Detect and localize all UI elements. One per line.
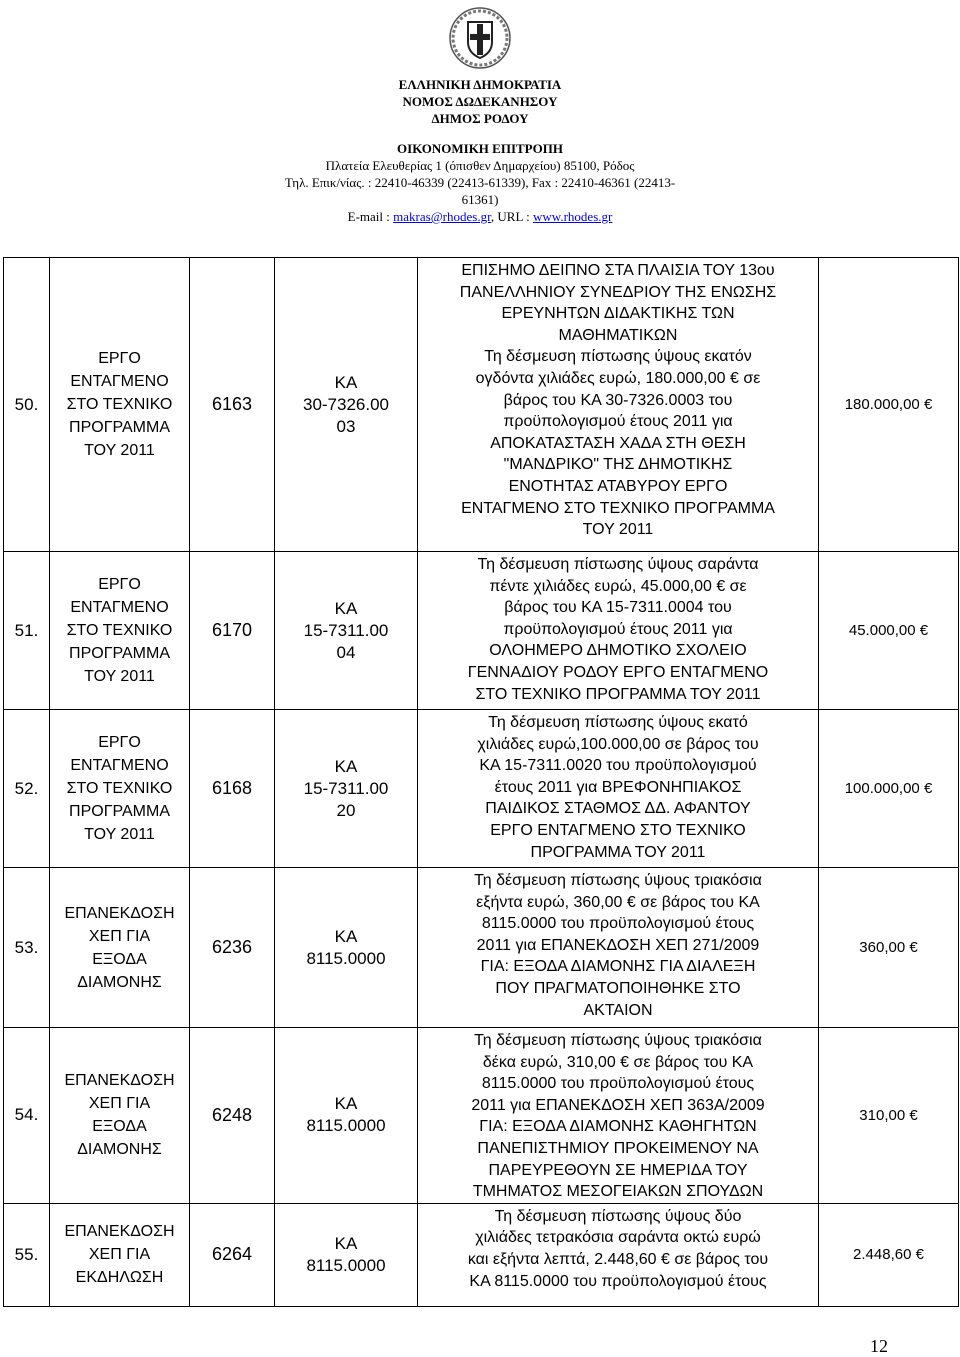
table-row	[4, 1028, 959, 1204]
description-line: ΑΠΟΚΑΤΑΣΤΑΣΗ ΧΑΔΑ ΣΤΗ ΘΕΣΗ	[490, 434, 746, 452]
description-line: 8115.0000 του προϋπολογισμού έτους	[481, 915, 755, 933]
item-type-line: ΤΟΥ 2011	[84, 826, 155, 843]
description-line: ΚΑ 15-7311.0020 του προϋπολογισμού	[479, 757, 757, 775]
budget-code-line: 20	[336, 800, 356, 820]
item-type-line: ΕΡΓΟ	[98, 576, 141, 593]
description-line: ΠΡΟΓΡΑΜΜΑ ΤΟΥ 2011	[530, 843, 706, 861]
item-type	[50, 868, 190, 1028]
description-line: βάρος του ΚΑ 30-7326.0003 του	[503, 391, 733, 409]
item-type-line: ΕΠΑΝΕΚΔΟΣΗ	[64, 1072, 175, 1090]
item-number: 55.	[4, 1203, 50, 1306]
description-line: ΜΑΘΗΜΑΤΙΚΩΝ	[558, 326, 678, 344]
item-number: 51.	[4, 552, 50, 710]
description-line: ΓΙΑ: ΕΞΟΔΑ ΔΙΑΜΟΝΗΣ ΚΑΘΗΓΗΤΩΝ	[479, 1118, 757, 1136]
description-line: ογδόντα χιλιάδες ευρώ, 180.000,00 € σε	[475, 369, 761, 387]
description-line: και εξήντα λεπτά, 2.448,60 € σε βάρος του	[467, 1250, 769, 1268]
description-line: Τη δέσμευση πίστωσης ύψους σαράντα	[477, 556, 759, 573]
item-type-line: ΣΤΟ ΤΕΧΝΙΚΟ	[66, 622, 173, 639]
item-description	[418, 552, 819, 710]
description-line: βάρος του ΚΑ 15-7311.0004 του	[504, 599, 732, 617]
description-line: ΓΙΑ: ΕΞΟΔΑ ΔΙΑΜΟΝΗΣ ΓΙΑ ΔΙΑΛΕΞΗ	[480, 958, 756, 976]
website-link[interactable]: www.rhodes.gr	[533, 209, 613, 224]
item-number: 53.	[4, 868, 50, 1028]
description-line: ΕΝΟΤΗΤΑΣ ΑΤΑΒΥΡΟΥ ΕΡΓΟ	[508, 477, 728, 495]
item-type-line: ΕΞΟΔΑ	[92, 950, 147, 968]
item-type-line: ΣΤΟ ΤΕΧΝΙΚΟ	[66, 396, 173, 413]
item-type-line: ΕΠΑΝΕΚΔΟΣΗ	[64, 904, 175, 922]
table-row	[4, 258, 959, 552]
item-number: 50.	[4, 258, 50, 552]
item-type-line: ΔΙΑΜΟΝΗΣ	[77, 1141, 162, 1159]
description-line: ΠΟΥ ΠΡΑΓΜΑΤΟΠΟΙΗΘΗΚΕ ΣΤΟ	[495, 979, 741, 997]
description-line: εξήντα ευρώ, 360,00 € σε βάρος του ΚΑ	[476, 893, 760, 911]
item-type-line: ΔΙΑΜΟΝΗΣ	[77, 973, 162, 991]
item-type-line: ΕΞΟΔΑ	[92, 1118, 147, 1136]
item-type-line: ΤΟΥ 2011	[84, 668, 155, 685]
item-number: 54.	[4, 1028, 50, 1204]
page-number: 12	[870, 1336, 888, 1356]
item-type-line: ΧΕΠ ΓΙΑ	[88, 1095, 151, 1113]
budget-code	[275, 710, 418, 868]
item-type	[50, 1028, 190, 1204]
table-row	[4, 868, 959, 1028]
budget-code-line: 15-7311.00	[303, 620, 389, 640]
item-description	[418, 710, 819, 868]
item-code: 6170	[190, 552, 275, 710]
item-type-line: ΕΝΤΑΓΜΕΝΟ	[70, 599, 169, 616]
item-type-line: ΧΕΠ ΓΙΑ	[88, 1246, 151, 1264]
description-line: ΣΤΟ ΤΕΧΝΙΚΟ ΠΡΟΓΡΑΜΜΑ ΤΟΥ 2011	[475, 685, 761, 703]
description-line: προϋπολογισμού έτους 2011 για	[503, 620, 733, 638]
email-link[interactable]: makras@rhodes.gr	[393, 209, 491, 224]
description-line: 2011 για ΕΠΑΝΕΚΔΟΣΗ ΧΕΠ 271/2009	[476, 936, 760, 954]
item-type-line: ΧΕΠ ΓΙΑ	[88, 927, 151, 945]
item-type-line: ΕΝΤΑΓΜΕΝΟ	[70, 757, 169, 774]
description-line: Τη δέσμευση πίστωσης ύψους εκατόν	[484, 348, 752, 366]
item-code: 6163	[190, 258, 275, 552]
header-country: ΕΛΛΗΝΙΚΗ ΔΗΜΟΚΡΑΤΙΑ	[398, 77, 562, 92]
header-address: Πλατεία Ελευθερίας 1 (όπισθεν Δημαρχείου) 85100, Ρόδος	[325, 158, 635, 173]
description-line: Τη δέσμευση πίστωσης ύψους τριακόσια	[474, 1032, 762, 1049]
description-line: Τη δέσμευση πίστωσης ύψους δύο	[494, 1207, 742, 1225]
item-type-line: ΕΝΤΑΓΜΕΝΟ	[70, 373, 169, 390]
header-prefecture: ΝΟΜΟΣ ΔΩΔΕΚΑΝΗΣΟΥ	[402, 94, 558, 109]
description-line: Τη δέσμευση πίστωσης ύψους τριακόσια	[474, 872, 762, 889]
header-phones: Τηλ. Επικ/νίας. : 22410-46339 (22413-61339), Fax : 22410-46361 (22413-61361)	[284, 175, 676, 207]
item-type-line: ΤΟΥ 2011	[84, 442, 155, 459]
item-amount: 2.448,60 €	[819, 1203, 959, 1306]
item-description	[418, 1028, 819, 1204]
description-line: δέκα ευρώ, 310,00 € σε βάρος του ΚΑ	[482, 1053, 754, 1071]
budget-code-line: 8115.0000	[306, 1116, 386, 1136]
item-amount: 180.000,00 €	[819, 258, 959, 552]
description-line: ΕΡΕΥΝΗΤΩΝ ΔΙΔΑΚΤΙΚΗΣ ΤΩΝ	[501, 305, 735, 323]
item-type-line: ΕΠΑΝΕΚΔΟΣΗ	[64, 1223, 175, 1241]
description-line: ΤΜΗΜΑΤΟΣ ΜΕΣΟΓΕΙΑΚΩΝ ΣΠΟΥΔΩΝ	[472, 1183, 764, 1201]
description-line: ΠΑΡΕΥΡΕΘΟΥΝ ΣΕ ΗΜΕΡΙΔΑ ΤΟΥ	[488, 1161, 748, 1179]
item-amount: 100.000,00 €	[819, 710, 959, 868]
budget-code	[275, 552, 418, 710]
item-type	[50, 710, 190, 868]
description-line: ΠΑΝΕΛΛΗΝΙΟΥ ΣΥΝΕΔΡΙΟΥ ΤΗΣ ΕΝΩΣΗΣ	[459, 283, 777, 301]
description-line: ΤΟΥ 2011	[582, 521, 654, 539]
budget-code-line: ΚΑ	[334, 1094, 358, 1114]
item-type	[50, 258, 190, 552]
description-line: ΠΑΙΔΙΚΟΣ ΣΤΑΘΜΟΣ ΔΔ. ΑΦΑΝΤΟΥ	[485, 800, 751, 818]
item-type	[50, 1203, 190, 1306]
item-type-line: ΣΤΟ ΤΕΧΝΙΚΟ	[66, 780, 173, 797]
item-type-line: ΕΡΓΟ	[98, 734, 141, 751]
header-committee: ΟΙΚΟΝΟΜΙΚΗ ΕΠΙΤΡΟΠΗ	[397, 141, 563, 156]
header-municipality: ΔΗΜΟΣ ΡΟΔΟΥ	[431, 111, 529, 126]
table-row	[4, 1203, 959, 1306]
budget-code	[275, 868, 418, 1028]
email-label: E-mail :	[347, 209, 394, 224]
item-type	[50, 552, 190, 710]
item-number: 52.	[4, 710, 50, 868]
budget-code-line: ΚΑ	[334, 372, 358, 392]
description-line: ΑΚΤΑΙΟΝ	[583, 1001, 653, 1019]
description-line: 8115.0000 του προϋπολογισμού έτους	[481, 1075, 755, 1093]
item-code: 6248	[190, 1028, 275, 1204]
description-line: χιλιάδες τετρακόσια σαράντα οκτώ ευρώ	[475, 1229, 761, 1247]
budget-commitments-table	[3, 257, 959, 1307]
description-line: έτους 2011 για ΒΡΕΦΟΝΗΠΙΑΚΟΣ	[494, 778, 742, 796]
budget-code-line: ΚΑ	[334, 1233, 358, 1253]
budget-code-line: ΚΑ	[334, 756, 358, 776]
url-label: , URL :	[490, 209, 534, 224]
budget-code-line: 8115.0000	[306, 1255, 386, 1275]
header-contact	[280, 208, 680, 225]
description-line: ΕΠΙΣΗΜΟ ΔΕΙΠΝΟ ΣΤΑ ΠΛΑΙΣΙΑ ΤΟΥ 13ου	[461, 262, 775, 279]
description-line: Τη δέσμευση πίστωσης ύψους εκατό	[488, 714, 748, 731]
item-type-line: ΠΡΟΓΡΑΜΜΑ	[69, 803, 170, 820]
item-type-line: ΠΡΟΓΡΑΜΜΑ	[69, 645, 170, 662]
budget-code-line: 15-7311.00	[303, 778, 389, 798]
item-code: 6236	[190, 868, 275, 1028]
description-line: ΚΑ 8115.0000 του προϋπολογισμού έτους	[469, 1272, 767, 1290]
table-row	[4, 710, 959, 868]
description-line: ΕΝΤΑΓΜΕΝΟ ΣΤΟ ΤΕΧΝΙΚΟ ΠΡΟΓΡΑΜΜΑ	[461, 499, 775, 517]
description-line: 2011 για ΕΠΑΝΕΚΔΟΣΗ ΧΕΠ 363Α/2009	[471, 1096, 765, 1114]
budget-code-line: ΚΑ	[334, 598, 358, 618]
budget-code-line: ΚΑ	[334, 926, 358, 946]
budget-code-line: 04	[336, 642, 356, 662]
item-code: 6264	[190, 1203, 275, 1306]
description-line: πέντε χιλιάδες ευρώ, 45.000,00 € σε	[489, 577, 747, 595]
budget-code-line: 03	[336, 416, 356, 436]
budget-code	[275, 1203, 418, 1306]
item-amount: 310,00 €	[819, 1028, 959, 1204]
item-type-line: ΕΚΔΗΛΩΣΗ	[75, 1269, 164, 1287]
budget-code-line: 30-7326.00	[302, 394, 390, 414]
description-line: ΠΑΝΕΠΙΣΤΗΜΙΟΥ ΠΡΟΚΕΙΜΕΝΟΥ ΝΑ	[477, 1139, 759, 1157]
item-description	[418, 868, 819, 1028]
budget-code-line: 8115.0000	[306, 948, 386, 968]
item-amount: 360,00 €	[819, 868, 959, 1028]
description-line: προϋπολογισμού έτους 2011 για	[503, 413, 733, 431]
item-amount: 45.000,00 €	[819, 552, 959, 710]
letterhead	[280, 76, 680, 225]
table-row	[4, 552, 959, 710]
description-line: ΓΕΝΝΑΔΙΟΥ ΡΟΔΟΥ ΕΡΓΟ ΕΝΤΑΓΜΕΝΟ	[467, 663, 769, 681]
budget-code	[275, 1028, 418, 1204]
description-line: χιλιάδες ευρώ,100.000,00 σε βάρος του	[477, 735, 759, 753]
coat-of-arms-emblem	[448, 6, 512, 70]
description-line: ΟΛΟΗΜΕΡΟ ΔΗΜΟΤΙΚΟ ΣΧΟΛΕΙΟ	[489, 642, 747, 660]
item-type-line: ΕΡΓΟ	[98, 350, 141, 367]
item-description	[418, 258, 819, 552]
description-line: ΕΡΓΟ ΕΝΤΑΓΜΕΝΟ ΣΤΟ ΤΕΧΝΙΚΟ	[490, 821, 746, 839]
description-line: "ΜΑΝΔΡΙΚΟ" ΤΗΣ ΔΗΜΟΤΙΚΗΣ	[503, 456, 733, 474]
item-code: 6168	[190, 710, 275, 868]
item-type-line: ΠΡΟΓΡΑΜΜΑ	[69, 419, 170, 436]
item-description	[418, 1203, 819, 1306]
budget-code	[275, 258, 418, 552]
